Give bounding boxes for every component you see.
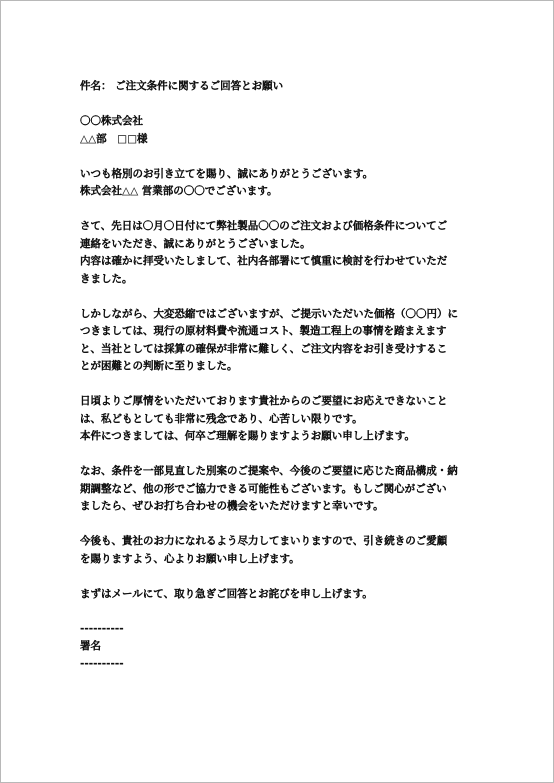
paragraph-line: と、当社としては採算の確保が非常に難しく、ご注文内容をお引き受けするこ bbox=[80, 342, 448, 355]
signature-divider-top: ---------- bbox=[80, 622, 124, 635]
recipient-company: 〇〇株式会社 bbox=[80, 115, 143, 127]
paragraph-line: 期調整など、他の形でご協力できる可能性もございます。もしご関心がござい bbox=[80, 482, 447, 495]
paragraph-line: つきましては、現行の原材料費や流通コスト、製造工程上の事情を踏まえます bbox=[80, 325, 447, 337]
signature-label: 署名 bbox=[80, 640, 101, 652]
paragraph-line: 内容は確かに拝受いたしまして、社内各部署にて慎重に検討を行わせていただ bbox=[80, 255, 448, 267]
greeting-line: いつも格別のお引き立てを賜り、誠にありがとうございます。 bbox=[80, 167, 374, 180]
paragraph-line: 連絡をいただき、誠にありがとうございました。 bbox=[80, 237, 311, 250]
paragraph-line: しかしながら、大変恐縮ではございますが、ご提示いただいた価格（〇〇円）に bbox=[80, 307, 458, 320]
paragraph-3 bbox=[80, 393, 485, 446]
recipient-block bbox=[80, 113, 485, 148]
paragraph-line: とが困難との判断に至りました。 bbox=[80, 360, 238, 372]
paragraph-4 bbox=[80, 463, 485, 516]
paragraph-line: まずはメールにて、取り急ぎご回答とお詫びを申し上げます。 bbox=[80, 587, 373, 600]
signature-block bbox=[80, 621, 485, 674]
paragraph-5 bbox=[80, 533, 485, 568]
subject-line: 件名： ご注文条件に関するご回答とお願い bbox=[80, 80, 284, 92]
paragraph-6 bbox=[80, 586, 485, 604]
subject-block bbox=[80, 78, 485, 96]
signature-divider-bottom: ---------- bbox=[80, 657, 124, 670]
paragraph-line: を賜りますよう、心よりお願い申し上げます。 bbox=[80, 552, 300, 565]
paragraph-2 bbox=[80, 306, 485, 376]
paragraph-line: 本件につきましては、何卒ご理解を賜りますようお願い申し上げます。 bbox=[80, 430, 415, 442]
paragraph-line: なお、条件を一部見直した別案のご提案や、今後のご要望に応じた商品構成・納 bbox=[80, 465, 458, 477]
paragraph-line: きました。 bbox=[80, 272, 133, 285]
paragraph-line: ましたら、ぜひお打ち合わせの機会をいただけますと幸いです。 bbox=[80, 500, 384, 512]
greeting-line: 株式会社△△ 営業部の〇〇でございます。 bbox=[80, 185, 278, 197]
paragraph-line: は、私どもとしても非常に残念であり、心苦しい限りです。 bbox=[80, 412, 363, 425]
paragraph-line: 今後も、貴社のお力になれるよう尽力してまいりますので、引き続きのご愛顧 bbox=[80, 535, 448, 547]
greeting-block bbox=[80, 166, 485, 201]
paragraph-line: 日頃よりご厚情をいただいております貴社からのご要望にお応えできないこと bbox=[80, 395, 448, 407]
paragraph-1 bbox=[80, 218, 485, 288]
paragraph-line: さて、先日は〇月〇日付にて弊社製品〇〇のご注文および価格条件についてご bbox=[80, 220, 448, 232]
recipient-department-person: △△部 □□様 bbox=[80, 132, 148, 145]
